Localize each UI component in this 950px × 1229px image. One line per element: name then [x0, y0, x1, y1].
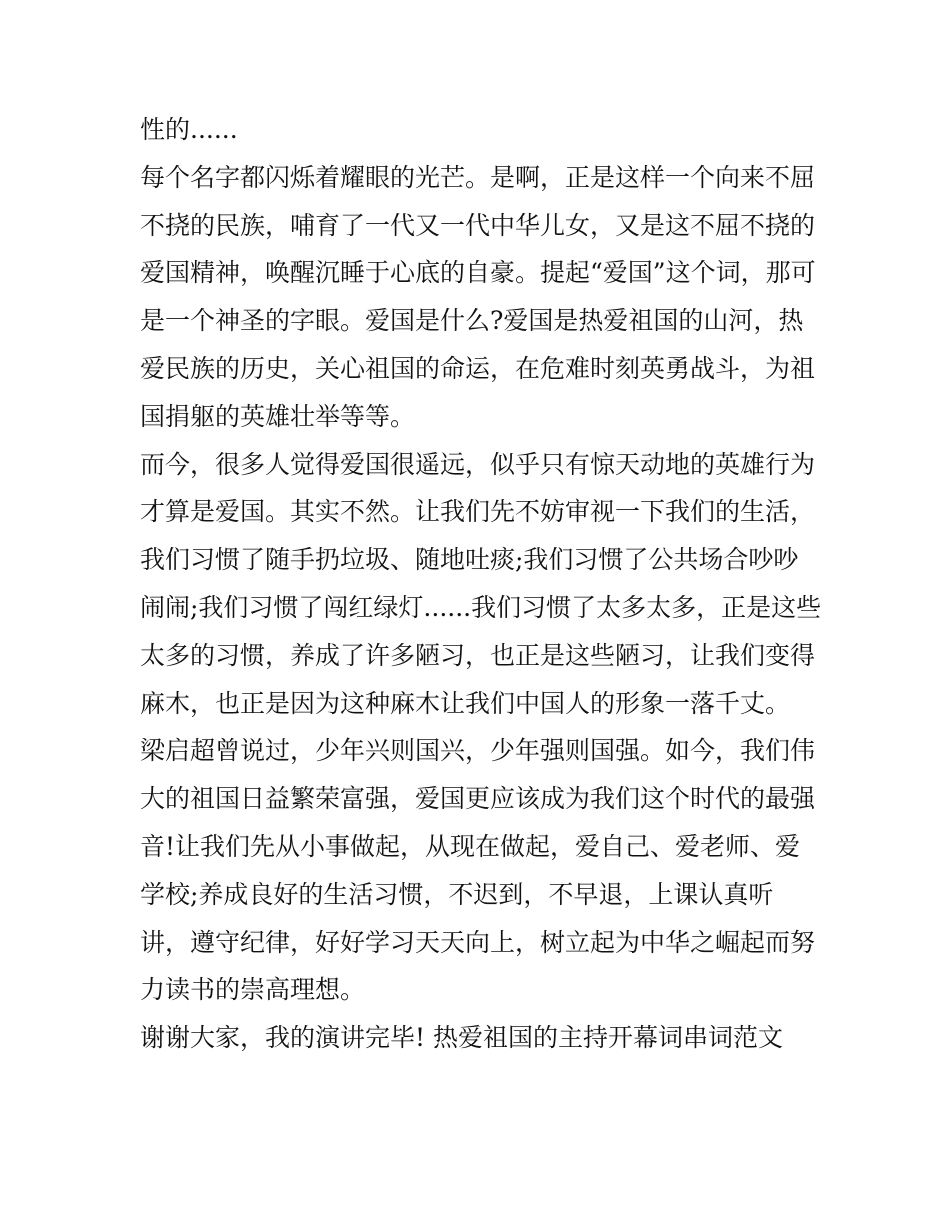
text-line: 而今，很多人觉得爱国很遥远，似乎只有惊天动地的英雄行为	[140, 449, 816, 479]
text-line: 每个名字都闪烁着耀眼的光芒。是啊，正是这样一个向来不屈	[140, 162, 816, 192]
text-line: 爱国精神，唤醒沉睡于心底的自豪。提起“爱国”这个词，那可	[140, 258, 816, 288]
body-text	[140, 106, 820, 1062]
text-line: 太多的习惯，养成了许多陋习，也正是这些陋习，让我们变得	[140, 640, 816, 670]
text-line: 才算是爱国。其实不然。让我们先不妨审视一下我们的生活，	[140, 497, 816, 527]
text-line: 谢谢大家，我的演讲完毕! 热爱祖国的主持开幕词串词范文	[140, 1023, 783, 1053]
text-line: 学校;养成良好的生活习惯，不迟到，不早退，上课认真听	[140, 879, 774, 909]
text-line: 我们习惯了随手扔垃圾、随地吐痰;我们习惯了公共场合吵吵	[140, 545, 799, 575]
text-line: 大的祖国日益繁荣富强，爱国更应该成为我们这个时代的最强	[140, 784, 816, 814]
text-line: 性的......	[140, 115, 238, 144]
text-line: 是一个神圣的字眼。爱国是什么?爱国是热爱祖国的山河，热	[140, 306, 804, 336]
text-line: 闹闹;我们习惯了闯红绿灯......我们习惯了太多太多，正是这些	[140, 592, 822, 622]
text-line: 讲，遵守纪律，好好学习天天向上，树立起为中华之崛起而努	[140, 927, 816, 957]
text-line: 爱民族的历史，关心祖国的命运，在危难时刻英勇战斗，为祖	[140, 353, 816, 383]
text-line: 梁启超曾说过，少年兴则国兴，少年强则国强。如今，我们伟	[140, 736, 816, 766]
text-line: 麻木，也正是因为这种麻木让我们中国人的形象一落千丈。	[140, 688, 791, 718]
text-line: 国捐躯的英雄壮举等等。	[140, 401, 416, 431]
text-line: 力读书的崇高理想。	[140, 975, 366, 1005]
text-line: 不挠的民族，哺育了一代又一代中华儿女，又是这不屈不挠的	[140, 210, 816, 240]
text-line: 音!让我们先从小事做起，从现在做起，爱自己、爱老师、爱	[140, 831, 801, 861]
